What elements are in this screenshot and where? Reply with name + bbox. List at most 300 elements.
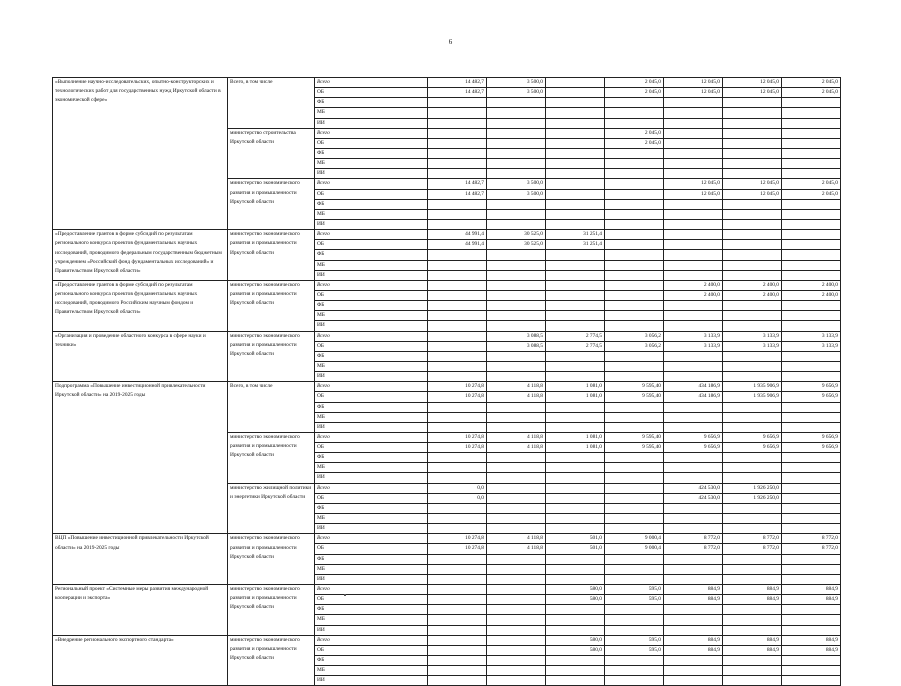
value-cell <box>487 199 546 209</box>
value-cell <box>428 676 487 686</box>
value-cell <box>428 524 487 534</box>
value-cell <box>782 351 841 361</box>
funding-source-cell: Всего <box>315 382 428 392</box>
executor-cell: министерство экономического развития и промышленности Иркутской области <box>228 280 315 331</box>
value-cell <box>428 321 487 331</box>
value-cell <box>664 412 723 422</box>
value-cell <box>546 219 605 229</box>
value-cell <box>605 189 664 199</box>
funding-source-cell: ИИ <box>315 574 428 584</box>
value-cell <box>546 666 605 676</box>
value-cell <box>782 240 841 250</box>
value-cell: 1 081,0 <box>546 443 605 453</box>
value-cell <box>428 453 487 463</box>
funding-source-cell: Всего <box>315 78 428 88</box>
value-cell: 4 118,8 <box>487 544 546 554</box>
value-cell <box>546 625 605 635</box>
value-cell <box>546 179 605 189</box>
value-cell <box>723 230 782 240</box>
value-cell: 31 251,4 <box>546 240 605 250</box>
value-cell: 9 595,40 <box>605 432 664 442</box>
value-cell: 4 118,8 <box>487 382 546 392</box>
value-cell: 12 045,0 <box>664 179 723 189</box>
value-cell <box>664 524 723 534</box>
value-cell <box>546 615 605 625</box>
value-cell <box>664 463 723 473</box>
value-cell <box>546 108 605 118</box>
value-cell <box>487 473 546 483</box>
value-cell: 884,9 <box>782 635 841 645</box>
value-cell <box>546 138 605 148</box>
value-cell <box>428 605 487 615</box>
value-cell <box>664 240 723 250</box>
value-cell <box>664 615 723 625</box>
value-cell <box>605 402 664 412</box>
value-cell <box>723 169 782 179</box>
value-cell: 31 251,4 <box>546 230 605 240</box>
value-cell <box>605 250 664 260</box>
funding-source-cell: ФБ <box>315 554 428 564</box>
value-cell <box>546 361 605 371</box>
value-cell: 3 056,2 <box>605 341 664 351</box>
value-cell: 2 400,0 <box>664 280 723 290</box>
value-cell <box>487 605 546 615</box>
funding-source-cell: ФБ <box>315 351 428 361</box>
value-cell <box>487 148 546 158</box>
value-cell <box>664 351 723 361</box>
value-cell: 30 525,0 <box>487 230 546 240</box>
value-cell <box>428 473 487 483</box>
value-cell: 12 045,0 <box>664 78 723 88</box>
value-cell <box>782 422 841 432</box>
funding-source-cell: ФБ <box>315 605 428 615</box>
value-cell <box>487 453 546 463</box>
value-cell <box>546 422 605 432</box>
value-cell <box>487 280 546 290</box>
value-cell <box>546 98 605 108</box>
funding-source-cell: Всего <box>315 534 428 544</box>
value-cell <box>723 159 782 169</box>
value-cell <box>723 676 782 686</box>
value-cell: 4 118,8 <box>487 392 546 402</box>
value-cell: 434 186,9 <box>664 382 723 392</box>
value-cell <box>428 219 487 229</box>
value-cell <box>605 260 664 270</box>
value-cell <box>428 361 487 371</box>
value-cell <box>723 615 782 625</box>
scan-dot <box>344 594 346 596</box>
value-cell: 3 500,0 <box>487 189 546 199</box>
value-cell: 9 656,9 <box>723 443 782 453</box>
value-cell <box>487 574 546 584</box>
value-cell <box>546 493 605 503</box>
value-cell <box>605 240 664 250</box>
funding-source-cell: ОБ <box>315 443 428 453</box>
value-cell <box>428 402 487 412</box>
funding-source-cell: МБ <box>315 260 428 270</box>
value-cell: 2 045,0 <box>605 88 664 98</box>
value-cell <box>782 463 841 473</box>
value-cell <box>664 453 723 463</box>
funding-source-cell: МБ <box>315 209 428 219</box>
value-cell <box>487 676 546 686</box>
funding-source-cell: ОБ <box>315 240 428 250</box>
value-cell <box>605 361 664 371</box>
value-cell <box>428 656 487 666</box>
value-cell: 3 133,9 <box>723 341 782 351</box>
funding-source-cell: Всего <box>315 635 428 645</box>
value-cell <box>723 199 782 209</box>
value-cell <box>782 301 841 311</box>
value-cell <box>487 311 546 321</box>
value-cell <box>487 463 546 473</box>
value-cell <box>428 301 487 311</box>
value-cell <box>664 473 723 483</box>
value-cell: 9 595,40 <box>605 392 664 402</box>
value-cell: 2 400,0 <box>723 280 782 290</box>
value-cell <box>428 270 487 280</box>
program-name-cell: «Предоставление грантов в форме субсидий по результатам регионального конкурса проектов фундаментальных научных исследований, проводимого Российским научным фондом и Правительством Иркутской области» <box>53 280 228 331</box>
value-cell <box>782 564 841 574</box>
value-cell: 10 274,8 <box>428 392 487 402</box>
value-cell <box>605 230 664 240</box>
value-cell <box>782 250 841 260</box>
value-cell: 3 133,9 <box>664 331 723 341</box>
value-cell <box>428 422 487 432</box>
value-cell <box>664 118 723 128</box>
value-cell <box>723 209 782 219</box>
value-cell <box>546 118 605 128</box>
value-cell <box>546 372 605 382</box>
funding-source-cell: Всего <box>315 432 428 442</box>
funding-source-cell: ФБ <box>315 98 428 108</box>
value-cell: 8 772,0 <box>782 534 841 544</box>
value-cell <box>782 412 841 422</box>
funding-source-cell: МБ <box>315 311 428 321</box>
value-cell <box>723 402 782 412</box>
value-cell: 44 991,4 <box>428 240 487 250</box>
executor-cell: министерство экономического развития и промышленности Иркутской области <box>228 179 315 230</box>
value-cell <box>487 301 546 311</box>
value-cell <box>428 341 487 351</box>
value-cell <box>428 118 487 128</box>
value-cell <box>664 301 723 311</box>
value-cell <box>487 290 546 300</box>
executor-cell: министерство экономического развития и промышленности Иркутской области <box>228 432 315 483</box>
value-cell: 4 118,8 <box>487 432 546 442</box>
table-row <box>53 585 841 595</box>
value-cell <box>723 138 782 148</box>
value-cell <box>782 199 841 209</box>
value-cell <box>723 260 782 270</box>
value-cell <box>782 138 841 148</box>
value-cell <box>546 656 605 666</box>
value-cell <box>605 148 664 158</box>
value-cell <box>428 199 487 209</box>
value-cell: 14 482,7 <box>428 78 487 88</box>
table-row <box>53 635 841 645</box>
value-cell <box>605 311 664 321</box>
value-cell <box>546 88 605 98</box>
value-cell <box>428 666 487 676</box>
value-cell <box>605 483 664 493</box>
value-cell: 10 274,8 <box>428 432 487 442</box>
funding-source-cell: Всего <box>315 483 428 493</box>
value-cell <box>664 422 723 432</box>
value-cell <box>546 321 605 331</box>
value-cell <box>546 605 605 615</box>
value-cell <box>782 98 841 108</box>
value-cell <box>782 108 841 118</box>
funding-source-cell: ИИ <box>315 169 428 179</box>
value-cell: 2 045,0 <box>605 128 664 138</box>
value-cell <box>428 128 487 138</box>
value-cell: 3 088,5 <box>487 331 546 341</box>
value-cell <box>428 250 487 260</box>
value-cell <box>605 615 664 625</box>
value-cell <box>782 270 841 280</box>
value-cell: 2 045,0 <box>782 189 841 199</box>
funding-source-cell: ОБ <box>315 138 428 148</box>
value-cell: 4 118,8 <box>487 534 546 544</box>
value-cell <box>487 250 546 260</box>
value-cell <box>428 514 487 524</box>
value-cell <box>782 260 841 270</box>
value-cell: 2 400,0 <box>782 290 841 300</box>
value-cell: 3 500,0 <box>487 78 546 88</box>
funding-source-cell: ИИ <box>315 625 428 635</box>
value-cell <box>487 554 546 564</box>
value-cell <box>428 209 487 219</box>
value-cell: 1 081,0 <box>546 392 605 402</box>
value-cell <box>723 625 782 635</box>
value-cell <box>782 615 841 625</box>
value-cell <box>605 503 664 513</box>
value-cell: 9 656,9 <box>782 392 841 402</box>
table-row <box>53 78 841 88</box>
funding-source-cell: ОБ <box>315 493 428 503</box>
value-cell: 9 000,4 <box>605 534 664 544</box>
funding-source-cell: ОБ <box>315 189 428 199</box>
value-cell <box>546 574 605 584</box>
value-cell: 12 045,0 <box>664 189 723 199</box>
value-cell: 884,9 <box>723 635 782 645</box>
funding-source-cell: ИИ <box>315 118 428 128</box>
value-cell <box>605 574 664 584</box>
value-cell <box>664 98 723 108</box>
value-cell <box>546 514 605 524</box>
funding-source-cell: Всего <box>315 128 428 138</box>
funding-source-cell: ФБ <box>315 503 428 513</box>
value-cell <box>664 625 723 635</box>
funding-source-cell: ОБ <box>315 341 428 351</box>
value-cell <box>782 503 841 513</box>
value-cell <box>723 219 782 229</box>
value-cell <box>605 280 664 290</box>
value-cell <box>664 270 723 280</box>
value-cell <box>605 159 664 169</box>
value-cell <box>487 615 546 625</box>
value-cell: 9 595,40 <box>605 443 664 453</box>
value-cell <box>546 189 605 199</box>
value-cell <box>723 351 782 361</box>
funding-source-cell: ИИ <box>315 473 428 483</box>
value-cell: 8 772,0 <box>664 544 723 554</box>
value-cell <box>487 564 546 574</box>
value-cell <box>487 270 546 280</box>
page-number: 6 <box>448 38 453 46</box>
value-cell: 3 056,2 <box>605 331 664 341</box>
value-cell <box>664 311 723 321</box>
value-cell <box>428 331 487 341</box>
value-cell <box>664 230 723 240</box>
value-cell <box>546 564 605 574</box>
value-cell <box>723 148 782 158</box>
value-cell: 12 045,0 <box>723 88 782 98</box>
value-cell <box>605 169 664 179</box>
value-cell: 10 274,8 <box>428 534 487 544</box>
value-cell <box>723 473 782 483</box>
value-cell <box>605 351 664 361</box>
value-cell <box>487 503 546 513</box>
value-cell <box>428 351 487 361</box>
value-cell <box>782 209 841 219</box>
value-cell <box>605 493 664 503</box>
value-cell: 884,9 <box>664 595 723 605</box>
value-cell: 884,9 <box>664 635 723 645</box>
value-cell <box>487 138 546 148</box>
value-cell <box>487 422 546 432</box>
funding-source-cell: ФБ <box>315 453 428 463</box>
value-cell <box>428 138 487 148</box>
value-cell <box>664 321 723 331</box>
value-cell: 9 656,9 <box>782 382 841 392</box>
executor-cell: министерство экономического развития и промышленности Иркутской области <box>228 585 315 636</box>
value-cell <box>605 666 664 676</box>
value-cell: 580,0 <box>546 645 605 655</box>
value-cell <box>428 412 487 422</box>
value-cell <box>605 524 664 534</box>
value-cell: 0,0 <box>428 493 487 503</box>
value-cell <box>487 260 546 270</box>
value-cell <box>428 564 487 574</box>
value-cell <box>546 463 605 473</box>
value-cell <box>546 159 605 169</box>
funding-source-cell: ФБ <box>315 199 428 209</box>
value-cell: 9 656,9 <box>664 432 723 442</box>
value-cell: 2 045,0 <box>782 78 841 88</box>
value-cell <box>428 311 487 321</box>
value-cell <box>428 148 487 158</box>
value-cell: 12 045,0 <box>723 189 782 199</box>
value-cell: 14 482,7 <box>428 179 487 189</box>
value-cell <box>782 118 841 128</box>
value-cell <box>546 524 605 534</box>
value-cell: 8 772,0 <box>664 534 723 544</box>
value-cell <box>605 463 664 473</box>
value-cell: 884,9 <box>664 585 723 595</box>
value-cell <box>664 108 723 118</box>
value-cell <box>546 270 605 280</box>
value-cell <box>723 240 782 250</box>
value-cell: 10 274,8 <box>428 382 487 392</box>
executor-cell: министерство экономического развития и промышленности Иркутской области <box>228 331 315 382</box>
value-cell <box>782 159 841 169</box>
value-cell <box>605 321 664 331</box>
executor-cell: министерство экономического развития и промышленности Иркутской области <box>228 635 315 686</box>
funding-source-cell: МБ <box>315 463 428 473</box>
value-cell <box>546 260 605 270</box>
funding-source-cell: Всего <box>315 331 428 341</box>
value-cell <box>546 209 605 219</box>
program-name-cell: Подпрограмма «Повышение инвестиционной привлекательности Иркутской области» на 2019-2025 годы <box>53 382 228 534</box>
value-cell <box>546 148 605 158</box>
value-cell <box>487 209 546 219</box>
value-cell <box>546 473 605 483</box>
value-cell: 3 500,0 <box>487 88 546 98</box>
value-cell: 14 482,7 <box>428 189 487 199</box>
value-cell <box>723 311 782 321</box>
value-cell <box>605 554 664 564</box>
value-cell <box>428 585 487 595</box>
value-cell: 3 133,9 <box>723 331 782 341</box>
value-cell <box>487 666 546 676</box>
funding-source-cell: МБ <box>315 615 428 625</box>
value-cell <box>664 503 723 513</box>
value-cell: 12 045,0 <box>723 179 782 189</box>
value-cell <box>723 463 782 473</box>
program-name-cell: Региональный проект «Системные меры развития международной кооперации и экспорта» <box>53 585 228 636</box>
value-cell: 2 045,0 <box>782 179 841 189</box>
value-cell: 580,0 <box>546 595 605 605</box>
value-cell <box>605 473 664 483</box>
value-cell <box>428 625 487 635</box>
value-cell: 1 081,0 <box>546 432 605 442</box>
value-cell <box>782 169 841 179</box>
value-cell <box>546 128 605 138</box>
value-cell <box>487 412 546 422</box>
value-cell: 9 000,4 <box>605 544 664 554</box>
value-cell: 8 772,0 <box>782 544 841 554</box>
value-cell: 10 274,8 <box>428 544 487 554</box>
value-cell <box>487 98 546 108</box>
value-cell <box>546 250 605 260</box>
value-cell <box>723 422 782 432</box>
value-cell <box>428 108 487 118</box>
value-cell <box>546 554 605 564</box>
value-cell <box>664 402 723 412</box>
value-cell: 3 133,9 <box>782 341 841 351</box>
value-cell <box>605 656 664 666</box>
value-cell: 501,0 <box>546 534 605 544</box>
value-cell: 9 656,9 <box>782 432 841 442</box>
funding-source-cell: МБ <box>315 361 428 371</box>
value-cell <box>664 199 723 209</box>
value-cell <box>723 503 782 513</box>
value-cell: 44 991,4 <box>428 230 487 240</box>
value-cell <box>723 321 782 331</box>
value-cell <box>723 412 782 422</box>
value-cell <box>664 666 723 676</box>
value-cell <box>782 676 841 686</box>
value-cell <box>723 118 782 128</box>
value-cell <box>723 554 782 564</box>
funding-source-cell: ИИ <box>315 422 428 432</box>
value-cell <box>782 625 841 635</box>
value-cell: 1 935 906,9 <box>723 382 782 392</box>
value-cell: 9 656,9 <box>664 443 723 453</box>
value-cell <box>546 301 605 311</box>
